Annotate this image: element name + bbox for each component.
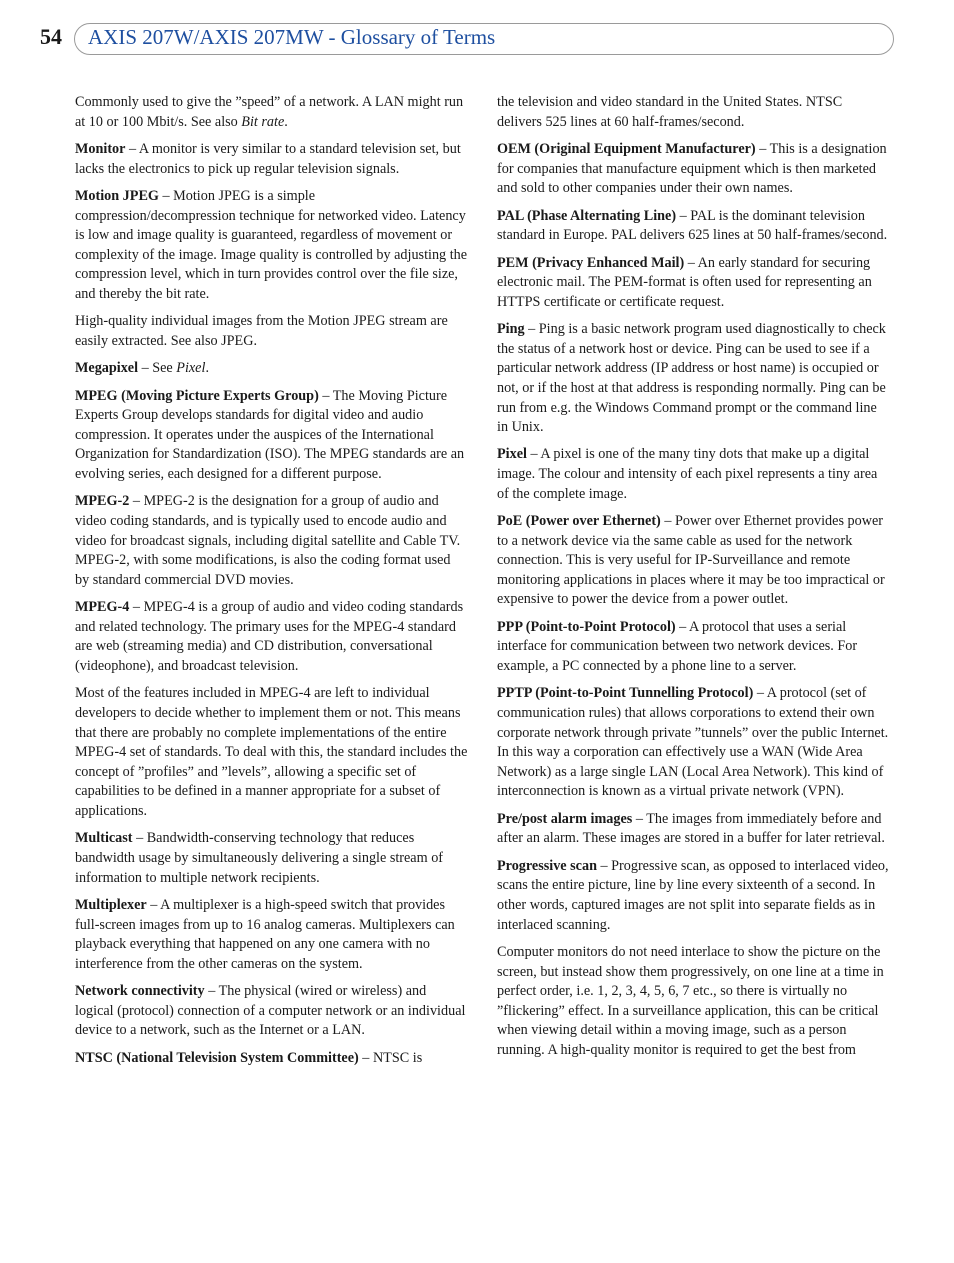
glossary-definition: A monitor is very similar to a standard television set, but lacks the electronics to pick up regular television signals. [75,140,461,177]
glossary-definition: An early standard for securing electronic mail. The PEM-format is often used for representing an HTTPS certificate or certificate request. [497,254,872,310]
glossary-definition: The images from immediately before and after an alarm. These images are stored in a buffer for later retrieval. [497,810,885,847]
glossary-definition: A protocol that uses a serial interface for communication between two network devices. For example, a PC connected by a phone line to a server. [497,618,858,675]
glossary-entry: Motion JPEG – Motion JPEG is a simple compression/decompression technique for networked video. Latency is low and image quality is guaranteed, regardless of movement or complexity of the image. Image quality is controlled by adjusting the compression level, which in turn provides control over the file size, and thereby the bit rate. [75,187,468,302]
glossary-entry: Multiplexer – A multiplexer is a high-speed switch that provides full-screen images from up to 16 analog cameras. Multiplexers can playback everything that happened on any one camera with no interference from the other cameras on the system. [75,896,455,972]
glossary-entry: Progressive scan – Progressive scan, as opposed to interlaced video, scans the entire picture, line by line every sixteenth of a second. In other words, captured images are not split into separate fields as in interlaced scanning. [497,857,889,933]
glossary-term: Network connectivity [75,983,205,1000]
glossary-entry [497,93,890,132]
glossary-entry: Network connectivity – The physical (wired or wireless) and logical (protocol) connection of a computer network or an individual device to a network, such as the Internet or a LAN. [75,983,466,1039]
cross-reference: Pixel [176,360,206,377]
glossary-term: MPEG-2 [75,493,130,510]
glossary-entry: PEM (Privacy Enhanced Mail) – An early standard for securing electronic mail. The PEM-format is often used for representing an HTTPS certificate or certificate request. [497,254,872,310]
glossary-entry: NTSC (National Television System Committee) – NTSC is [75,1049,423,1066]
glossary-term: MPEG-4 [75,599,130,616]
glossary-term: OEM (Original Equipment Manufacturer) [497,140,756,157]
glossary-term: PEM (Privacy Enhanced Mail) [497,254,685,271]
glossary-entry: MPEG-2 – MPEG-2 is the designation for a group of audio and video coding standards, and is typically used to encode audio and video for broadcast signals, including digital satellite and Cable TV. MPEG-2, with some modifications, is also the coding format used by standard commercial DVD movies. [75,493,461,588]
glossary-definition: The physical (wired or wireless) and logical (protocol) connection of a computer network or an individual device to a network, such as the Internet or a LAN. [75,983,466,1039]
glossary-entry: MPEG-4 – MPEG-4 is a group of audio and video coding standards and related technology. The primary uses for the MPEG-4 standard are web (streaming media) and CD distribution, conversational (videophone), and broadcast television. [75,599,464,675]
glossary-term: Megapixel [75,360,139,377]
right-column [497,93,890,1068]
glossary-definition: PAL is the dominant television standard in Europe. PAL delivers 625 lines at 50 half-frames/second. [497,207,888,244]
glossary-definition: See [152,360,177,377]
glossary-entry: PAL (Phase Alternating Line) – PAL is the dominant television standard in Europe. PAL delivers 625 lines at 50 half-frames/second. [497,207,888,244]
glossary-term: PoE (Power over Ethernet) [497,513,661,530]
glossary-definition: High-quality individual images from the Motion JPEG stream are easily extracted. See also JPEG. [75,313,448,349]
glossary-definition: MPEG-2 is the designation for a group of audio and video coding standards, and is typically used to encode audio and video for broadcast signals, including digital satellite and Cable TV. MPEG-2, with some modifications, is also the coding format used by standard commercial DVD movies. [75,493,461,588]
glossary-entry [497,943,890,1061]
glossary-term: Ping [497,321,529,338]
page-header [0,0,954,70]
glossary-definition: Bandwidth-conserving technology that reduces bandwidth usage by simultaneously delivering a single stream of information to multiple network recipients. [75,830,444,886]
glossary-term: PAL (Phase Alternating Line) [497,207,677,224]
glossary-term: NTSC (National Television System Committee) [75,1049,359,1066]
glossary-entry: Commonly used to give the ”speed” of a network. A LAN might run at 10 or 100 Mbit/s. See also Bit rate. [75,94,464,130]
glossary-entry [75,684,468,821]
glossary-definition: Ping is a basic network program used diagnostically to check the status of a network host or device. Ping can be used to see if a particular network address (IP address or host name) is occupied or not, or if the host at that address is responding normally. Ping can be run from e.g. the Windows Command prompt or the command line in Unix. [497,321,886,436]
glossary-definition: A protocol (set of communication rules) that allows corporations to extend their own corporate network through private ”tunnels” over the public Internet. In this way a corporation can effectively use a WAN (Wide Area Network) as a large single LAN (Local Area Network). This kind of interconnection is known as a virtual private network (VPN). [497,685,889,800]
glossary-entry: Multicast – Bandwidth-conserving technology that reduces bandwidth usage by simultaneously delivering a single stream of information to multiple network recipients. [75,830,444,886]
glossary-entry: Pixel – A pixel is one of the many tiny dots that make up a digital image. The colour and intensity of each pixel represents a tiny area of the complete image. [497,446,878,502]
left-column [75,93,468,1076]
glossary-entry: PPP (Point-to-Point Protocol) – A protocol that uses a serial interface for communication between two network devices. For example, a PC connected by a phone line to a server. [497,618,858,675]
glossary-definition: Motion JPEG is a simple compression/decompression technique for networked video. Latency is low and image quality is guaranteed, regardless of movement or complexity of the image. Image quality is controlled by adjusting the compression level, which in turn provides control over the file size, and thereby the bit rate. [75,187,468,302]
glossary-term: PPP (Point-to-Point Protocol) [497,618,676,635]
glossary-entry: OEM (Original Equipment Manufacturer) – This is a designation for companies that manufacture equipment which is then marketed and sold to other companies under their own names. [497,140,887,197]
glossary-definition: This is a designation for companies that manufacture equipment which is then marketed and sold to other companies under their own names. [497,140,887,197]
glossary-term: PPTP (Point-to-Point Tunnelling Protocol) [497,685,754,702]
glossary-definition: A pixel is one of the many tiny dots that make up a digital image. The colour and intensity of each pixel represents a tiny area of the complete image. [497,446,878,502]
glossary-term: MPEG (Moving Picture Experts Group) [75,387,319,404]
glossary-definition: Most of the features included in MPEG-4 are left to individual developers to decide whether to implement them or not. This means that there are probably no complete implementations of the entire MPEG-4 set of standards. To deal with this, the standard includes the concept of ”profiles” and ”levels”, allowing a specific set of capabilities to be defined in a manner appropriate for a subset of applications. [75,685,468,819]
glossary-entry [75,312,468,351]
glossary-entry: Ping – Ping is a basic network program used diagnostically to check the status of a network host or device. Ping can be used to see if a particular network address (IP address or host name) is occupied or not, or if the host at that address is responding normally. Ping can be run from e.g. the Windows Command prompt or the command line in Unix. [497,321,886,436]
glossary-definition: A multiplexer is a high-speed switch that provides full-screen images from up to 16 analog cameras. Multiplexers can playback everything that happened on any one camera with no interference from the other cameras on the system. [75,896,455,972]
glossary-definition: Computer monitors do not need interlace to show the picture on the screen, but instead show them progressively, on one line at a time in perfect order, i.e. 1, 2, 3, 4, 5, 6, 7 etc., so there is virtually no ”flickering” effect. In a surveillance application, this can be critical when viewing detail within a moving image, such as a person running. A high-quality monitor is required to get the best from [497,943,884,1058]
glossary-definition: Power over Ethernet provides power to a network device via the same cable as used for the network connection. This is very useful for IP-Surveillance and remote monitoring applications in places where it may be too impractical or expensive to power the device from a power outlet. [497,513,885,608]
title-banner [74,23,894,55]
glossary-term: Pixel [497,446,527,463]
page-number: 54 [40,24,62,49]
glossary-entry: Monitor – A monitor is very similar to a standard television set, but lacks the electronics to pick up regular television signals. [75,140,461,177]
glossary-term: Multiplexer [75,896,147,913]
glossary-term: Motion JPEG [75,187,159,204]
glossary-term: Monitor [75,140,126,157]
glossary-definition: NTSC is [372,1049,423,1066]
glossary-term: Progressive scan [497,857,597,874]
glossary-definition: the television and video standard in the United States. NTSC delivers 525 lines at 60 half-frames/second. [497,94,843,130]
glossary-entry: Megapixel – See Pixel. [75,360,209,377]
glossary-definition: MPEG-4 is a group of audio and video coding standards and related technology. The primary uses for the MPEG-4 standard are web (streaming media) and CD distribution, conversational (videophone), and broadcast television. [75,599,464,675]
glossary-definition: Commonly used to give the ”speed” of a network. A LAN might run at 10 or 100 Mbit/s. See also [75,94,464,130]
glossary-term: Pre/post alarm images [497,810,633,827]
glossary-entry: PoE (Power over Ethernet) – Power over Ethernet provides power to a network device via the same cable as used for the network connection. This is very useful for IP-Surveillance and remote monitoring applications in places where it may be too impractical or expensive to power the device from a power outlet. [497,513,885,608]
glossary-entry: PPTP (Point-to-Point Tunnelling Protocol) – A protocol (set of communication rules) that allows corporations to extend their own corporate network through private ”tunnels” over the public Internet. In this way a corporation can effectively use a WAN (Wide Area Network) as a large single LAN (Local Area Network). This kind of interconnection is known as a virtual private network (VPN). [497,685,889,800]
cross-reference: Bit rate [241,113,285,130]
glossary-term: Multicast [75,830,133,847]
page-title: AXIS 207W/AXIS 207MW - Glossary of Terms [88,25,496,49]
glossary-definition: Progressive scan, as opposed to interlaced video, scans the entire picture, line by line every sixteenth of a second. In other words, captured images are not split into separate fields as in interlaced scanning. [497,857,889,933]
glossary-entry: Pre/post alarm images – The images from immediately before and after an alarm. These images are stored in a buffer for later retrieval. [497,810,885,847]
glossary-entry: MPEG (Moving Picture Experts Group) – The Moving Picture Experts Group develops standards for digital video and audio compression. It operates under the auspices of the International Organization for Standardization (ISO). The MPEG standards are an evolving series, each designed for a different purpose. [75,387,465,483]
glossary-definition: The Moving Picture Experts Group develops standards for digital video and audio compression. It operates under the auspices of the International Organization for Standardization (ISO). The MPEG standards are an evolving series, each designed for a different purpose. [75,387,465,483]
